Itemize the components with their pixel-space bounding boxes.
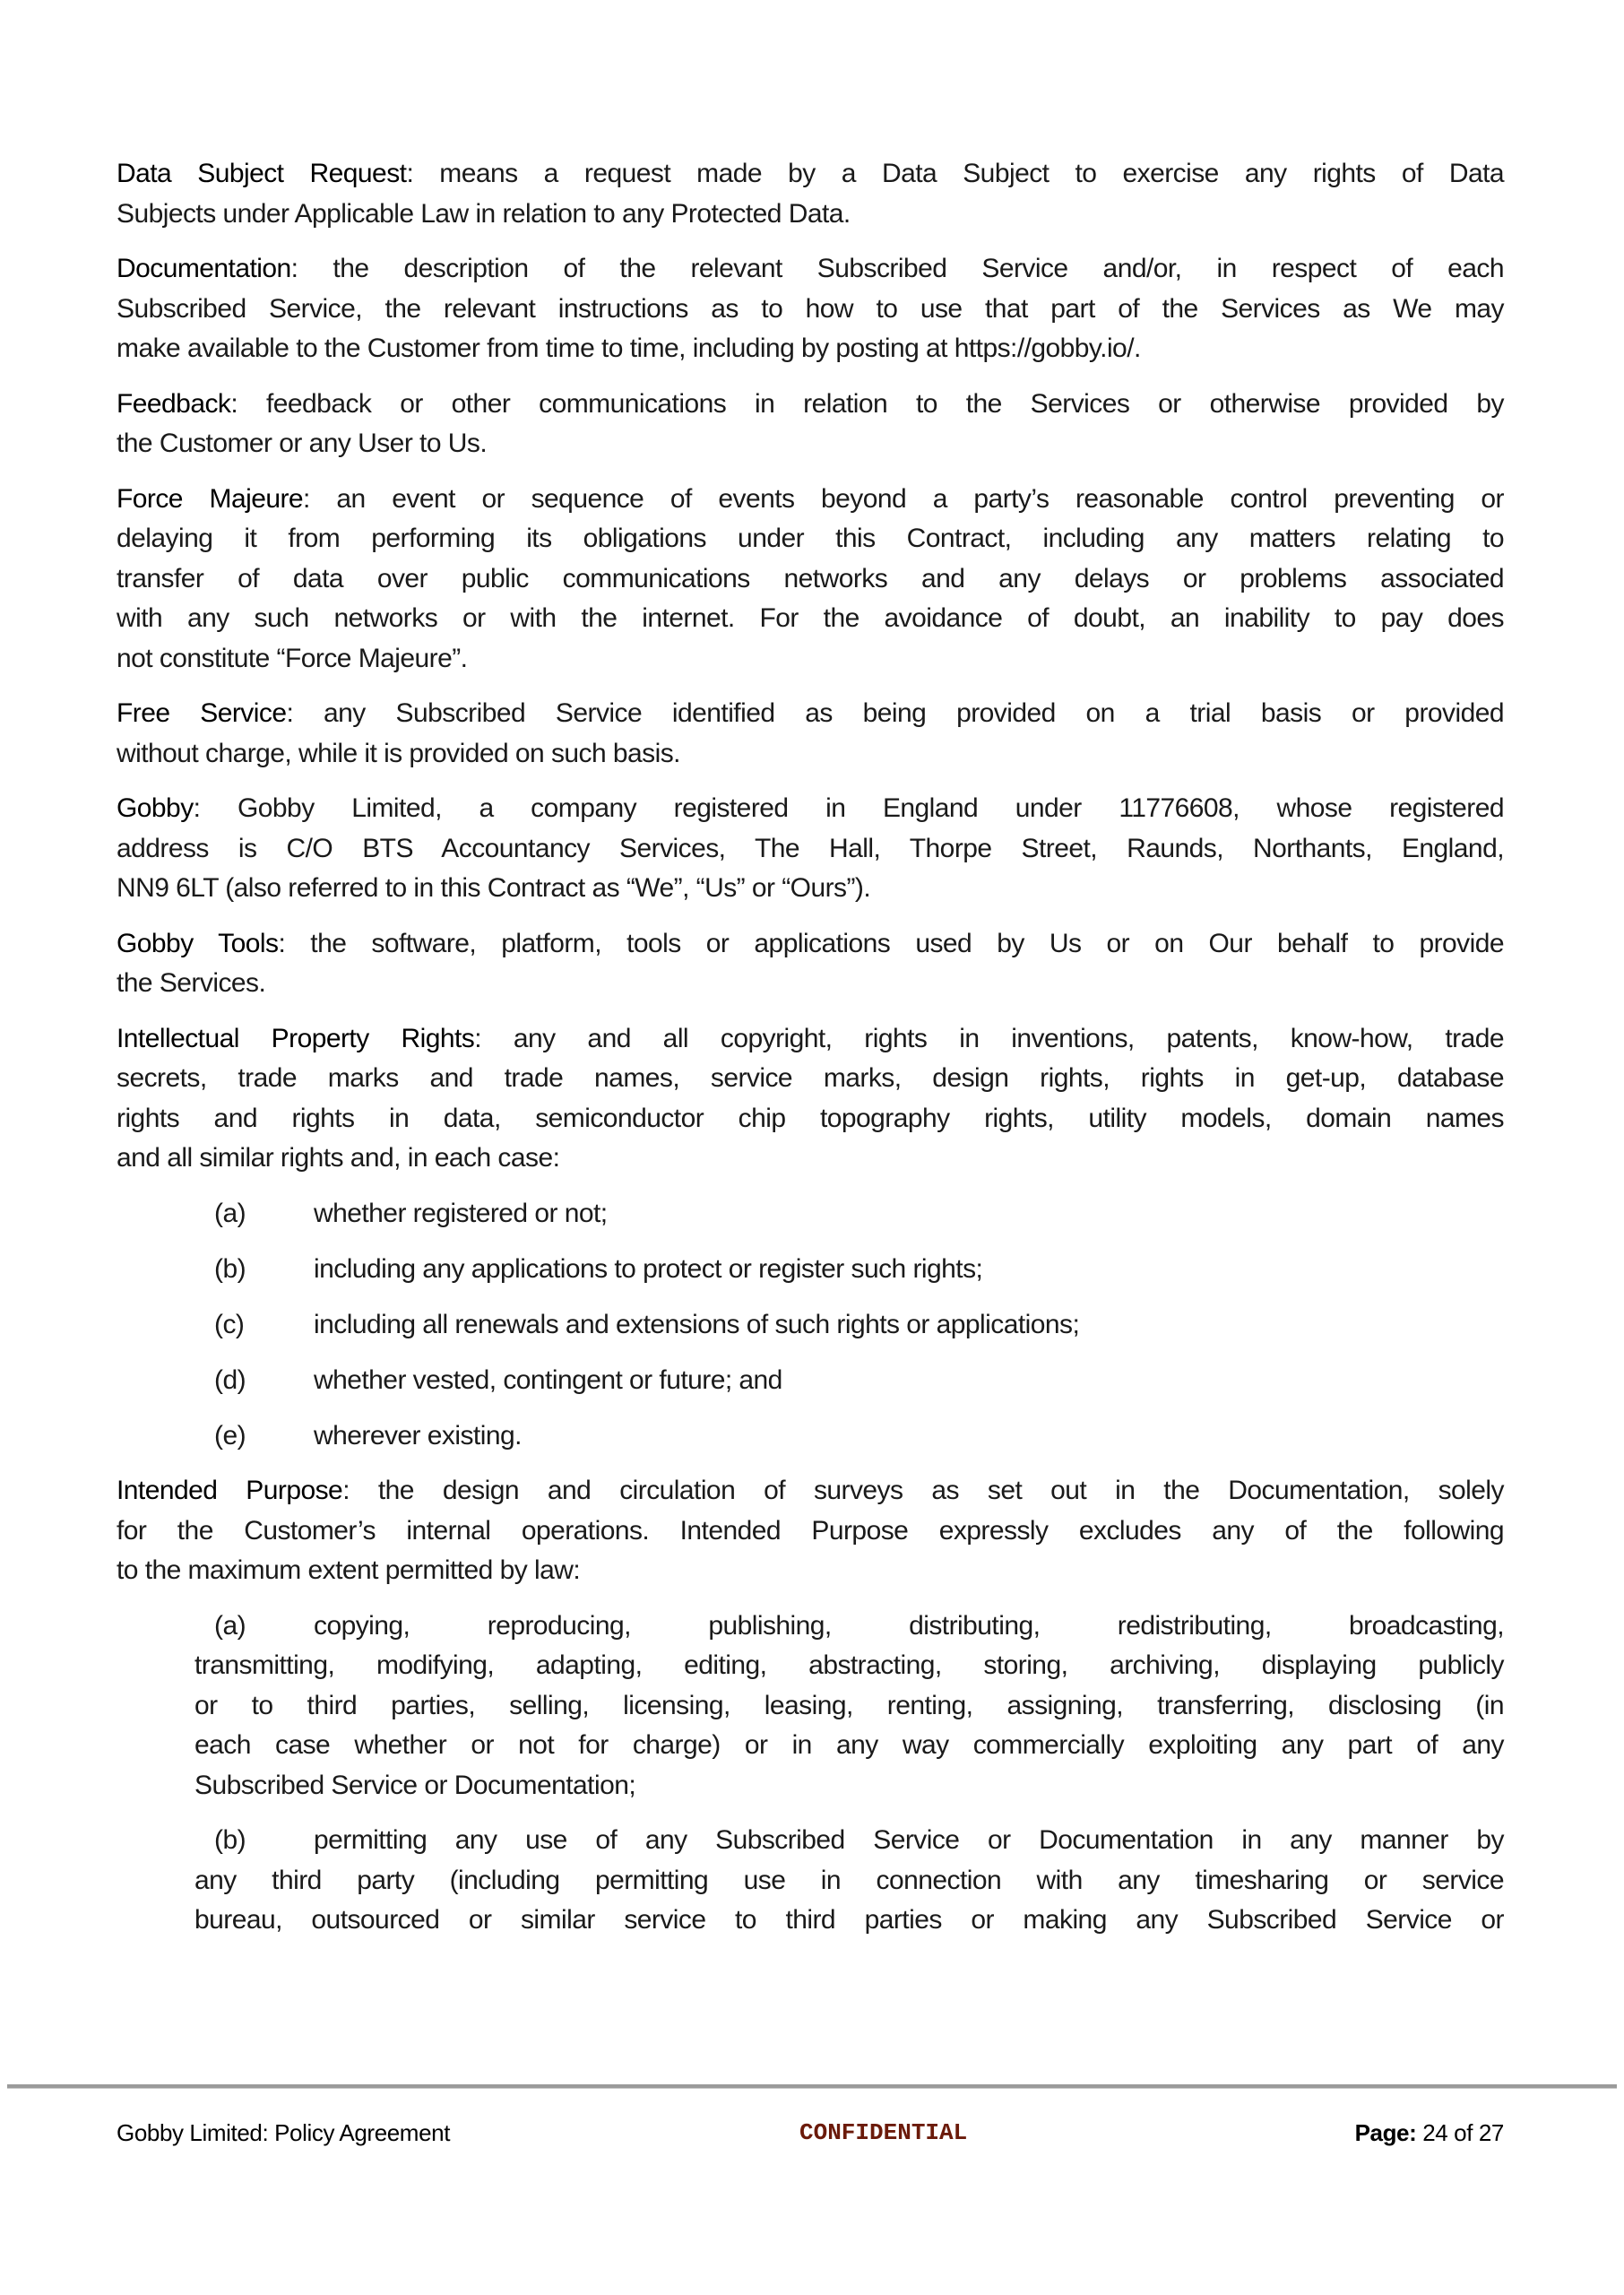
footer-divider <box>7 2084 1617 2089</box>
definition-force-majeure: Force Majeure: an event or sequence of events beyond a party’s reasonable control preventing or delaying it from performing its obligations under this Contract, including any matters relating to transfer of data over public communications networks and any delays or problems associated with any such networks or with the internet. For the avoidance of doubt, an inability to pay does not constitute “Force Majeure”. <box>117 483 1504 673</box>
list-item-label: (a) <box>214 1610 246 1641</box>
definition-term: Feedback <box>117 388 231 419</box>
definition-intended-purpose: Intended Purpose: the design and circulation of surveys as set out in the Documentation, solely for the Customer’s internal operations. Intended Purpose expressly excludes any of the following to the maximum extent permitted by law: <box>117 1476 1504 1585</box>
definition-gobby: Gobby: Gobby Limited, a company registered in England under 11776608, whose registered address is C/O BTS Accountancy Services, The Hall, Thorpe Street, Raunds, Northants, England, NN9 6LT (also referred to in this Contract as “We”, “Us” or “Ours”). <box>117 793 1504 903</box>
definition-term: Force Majeure <box>117 483 304 514</box>
list-item-text: including all renewals and extensions of such rights or applications; <box>314 1309 1080 1339</box>
definition-term: Intended Purpose <box>117 1476 343 1505</box>
list-item-text: whether registered or not; <box>314 1198 608 1228</box>
ipr-conditions-list <box>117 1194 1504 1457</box>
definition-free-service: Free Service: any Subscribed Service identified as being provided on a trial basis or provided without charge, while it is provided on such basis. <box>117 698 1504 768</box>
definition-term: Gobby <box>117 793 194 823</box>
list-item <box>117 1305 1504 1361</box>
list-item <box>117 1250 1504 1305</box>
list-item <box>117 1416 1504 1457</box>
definition-documentation: Documentation: the description of the relevant Subscribed Service and/or, in respect of each Subscribed Service, the relevant instructions as to how to use that part of the Services as We may make available to the Customer from time to time, including by posting at https://gobby.io/. <box>117 254 1504 363</box>
list-item-label: (b) <box>214 1253 246 1284</box>
definition-feedback: Feedback: feedback or other communications in relation to the Services or otherwise provided by the Customer or any User to Us. <box>117 388 1504 458</box>
list-item-label: (b) <box>214 1825 246 1855</box>
definition-term: Gobby Tools <box>117 928 279 958</box>
page-number <box>1355 2119 1504 2147</box>
intended-purpose-exclusion-a: (a) copying, reproducing, publishing, distributing, redistributing, broadcasting, transmitting, modifying, adapting, editing, abstracting, storing, archiving, displaying publicly or to third parties, selling, licensing, leasing, renting, assigning, transferring, disclosing (in each case whether or not for charge) or in any way commercially exploiting any part of any Subscribed Service or Documentation; <box>194 1606 1504 1806</box>
intended-purpose-exclusion-b: (b) permitting any use of any Subscribed Service or Documentation in any manner by any third party (including permitting use in connection with any timesharing or service bureau, outsourced or similar service to third parties or making any Subscribed Service or <box>194 1821 1504 1941</box>
list-item <box>117 1194 1504 1250</box>
definition-term: Data Subject Request <box>117 159 407 188</box>
page-body <box>117 154 1504 1956</box>
list-item-label: (d) <box>214 1364 246 1395</box>
page-number-label: Page: <box>1354 2119 1417 2146</box>
list-item-label: (c) <box>214 1309 245 1339</box>
page-footer <box>117 2119 1504 2150</box>
definition-term: Intellectual Property Rights <box>117 1023 475 1053</box>
confidential-label: CONFIDENTIAL <box>799 2119 968 2146</box>
list-item-label: (a) <box>214 1198 246 1228</box>
list-item-text: wherever existing. <box>314 1420 522 1451</box>
list-item <box>117 1361 1504 1416</box>
list-item-label: (e) <box>214 1420 246 1451</box>
definition-gobby-tools: Gobby Tools: the software, platform, tools or applications used by Us or on Our behalf to provide the Services. <box>117 928 1504 998</box>
footer-document-title: Gobby Limited: Policy Agreement <box>117 2119 451 2146</box>
list-item-text: including any applications to protect or register such rights; <box>314 1253 983 1284</box>
definition-term: Documentation <box>117 254 291 283</box>
definition-data-subject-request: Data Subject Request: means a request made by a Data Subject to exercise any rights of Data Subjects under Applicable Law in relation to any Protected Data. <box>117 159 1504 229</box>
page-number-value: 24 of 27 <box>1416 2119 1504 2146</box>
list-item-text: whether vested, contingent or future; and <box>314 1364 782 1395</box>
definition-term: Free Service <box>117 698 287 728</box>
definition-intellectual-property-rights: Intellectual Property Rights: any and all copyright, rights in inventions, patents, know-how, trade secrets, trade marks and trade names, service marks, design rights, rights in get-up, database rights and rights in data, semiconductor chip topography rights, utility models, domain names and all similar rights and, in each case: <box>117 1023 1504 1173</box>
